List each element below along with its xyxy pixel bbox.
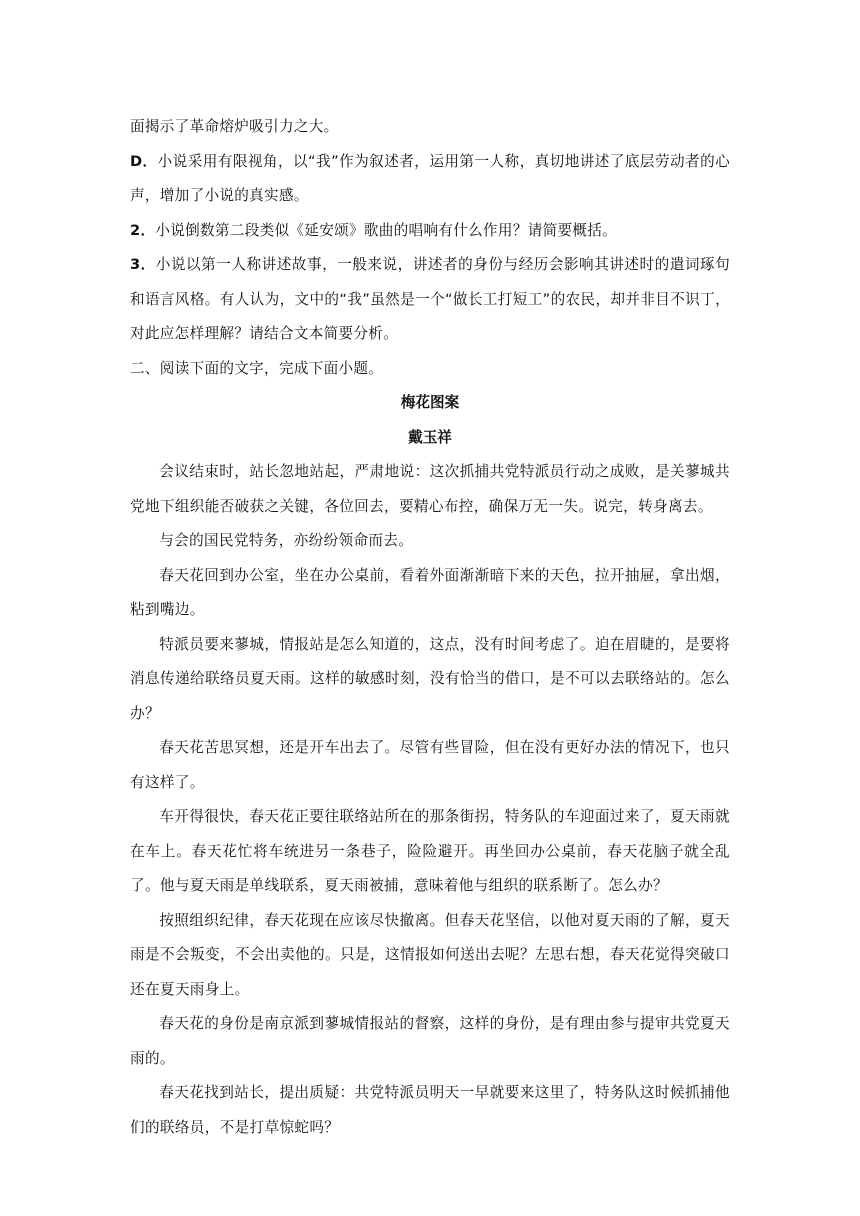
question-2-label: 2． <box>130 221 156 239</box>
story-paragraph: 春天花找到站长，提出质疑：共党特派员明天一早就要来这里了，特务队这时候抓捕他们的联络员，不是打草惊蛇吗？ <box>130 1084 730 1136</box>
story-paragraph: 春天花的身份是南京派到蓼城情报站的督察，这样的身份，是有理由参与提审共党夏天雨的。 <box>130 1015 730 1067</box>
story-paragraph: 与会的国民党特务，亦纷纷领命而去。 <box>159 532 414 549</box>
question-3-label: 3． <box>130 256 156 273</box>
question-3-text: 小说以第一人称讲述故事，一般来说，讲述者的身份与经历会影响其讲述时的遣词琢句和语言风格。有人认为，文中的“我”虽然是一个“做长工打短工”的农民，却并非目不识丁，对此应怎样理解？请结合文本简要分析。 <box>130 256 730 342</box>
story-paragraph: 春天花回到办公室，坐在办公桌前，看着外面渐渐暗下来的天色，拉开抽屉，拿出烟，粘到嘴边。 <box>130 566 730 618</box>
question-3 <box>130 248 730 352</box>
question-2 <box>130 214 730 249</box>
story-paragraph: 春天花苦思冥想，还是开车出去了。尽管有些冒险，但在没有更好办法的情况下，也只有这样了。 <box>130 739 730 791</box>
document-body <box>130 110 730 1145</box>
story-paragraph: 按照组织纪律，春天花现在应该尽快撤离。但春天花坚信，以他对夏天雨的了解，夏天雨是不会叛变，不会出卖他的。只是，这情报如何送出去呢？左思右想，春天花觉得突破口还在夏天雨身上。 <box>130 911 730 998</box>
story-paragraph: 车开得很快，春天花正要往联络站所在的那条街拐，特务队的车迎面过来了，夏天雨就在车上。春天花忙将车统进另一条巷子，险险避开。再坐回办公桌前，春天花脑子就全乱了。他与夏天雨是单线联系，夏天雨被捕，意味着他与组织的联系断了。怎么办？ <box>130 808 730 894</box>
section-two-heading: 二、阅读下面的文字，完成下面小题。 <box>130 359 384 377</box>
story-paragraph: 特派员要来蓼城，情报站是怎么知道的，这点，没有时间考虑了。迫在眉睫的，是要将消息传递给联络员夏天雨。这样的敏感时刻，没有恰当的借口，是不可以去联络站的。怎么办？ <box>130 635 730 722</box>
option-d <box>130 145 730 214</box>
story-author: 戴玉祥 <box>408 428 452 446</box>
option-d-text: 小说采用有限视角，以“我”作为叙述者，运用第一人称，真切地讲述了底层劳动者的心声，增加了小说的真实感。 <box>130 152 730 204</box>
option-c-tail-text: 面揭示了革命熔炉吸引力之大。 <box>130 118 339 135</box>
option-d-label: D． <box>130 152 158 170</box>
option-c-continuation <box>130 110 730 145</box>
story-paragraph: 会议结束时，站长忽地站起，严肃地说：这次抓捕共党特派员行动之成败，是关蓼城共党地下组织能否破获之关键，各位回去，要精心布控，确保万无一失。说完，转身离去。 <box>130 463 730 515</box>
story-title: 梅花图案 <box>400 394 460 411</box>
question-2-text: 小说倒数第二段类似《延安颂》歌曲的唱响有什么作用？请简要概括。 <box>155 221 618 239</box>
